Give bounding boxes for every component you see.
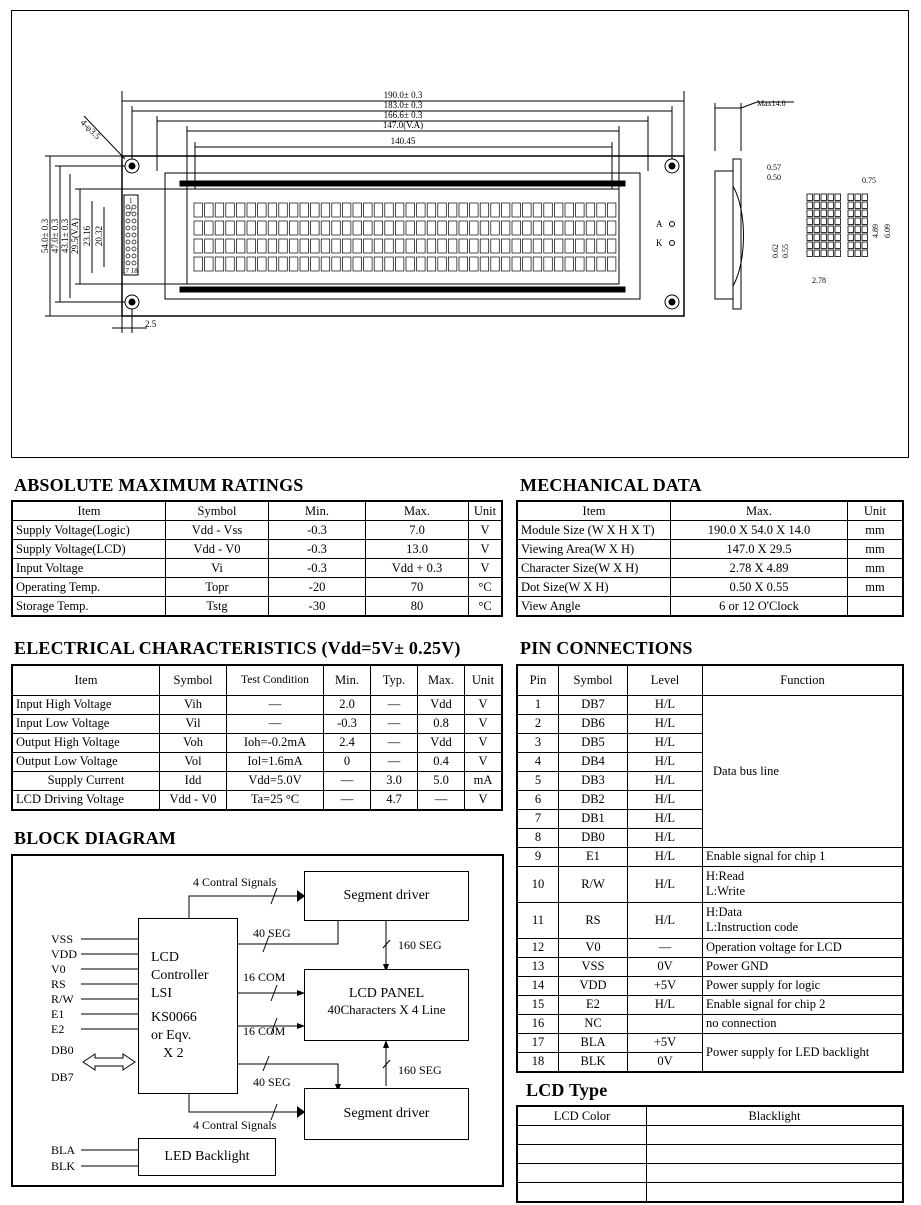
drawing-svg bbox=[12, 11, 910, 459]
dim-47: 47.0± 0.3 bbox=[50, 218, 60, 254]
col-header: Pin bbox=[517, 665, 559, 695]
cell: Vil bbox=[160, 714, 227, 733]
cell: 18 bbox=[517, 1052, 559, 1072]
col-header: Unit bbox=[469, 501, 503, 521]
cell: DB6 bbox=[559, 714, 628, 733]
table-row bbox=[517, 902, 903, 938]
seg160-bottom-label: 160 SEG bbox=[398, 1063, 442, 1077]
mech-title: MECHANICAL DATA bbox=[520, 475, 702, 495]
table-row bbox=[517, 957, 903, 976]
controller-line: X 2 bbox=[163, 1046, 184, 1061]
cell: — bbox=[324, 771, 371, 790]
cell: VDD bbox=[559, 976, 628, 995]
panel-line-1: LCD PANEL bbox=[348, 986, 425, 1001]
cell: — bbox=[227, 714, 324, 733]
col-header: Symbol bbox=[559, 665, 628, 695]
table-row bbox=[517, 597, 903, 617]
controller-line: KS0066 bbox=[151, 1010, 197, 1025]
signals-bottom-label: 4 Contral Signals bbox=[193, 1118, 277, 1132]
cell bbox=[628, 1014, 703, 1033]
cell: °C bbox=[469, 578, 503, 597]
signals-top-label: 4 Contral Signals bbox=[193, 875, 277, 889]
col-header: Unit bbox=[465, 665, 503, 695]
db7-label: DB7 bbox=[51, 1070, 74, 1084]
input-vss: VSS bbox=[51, 932, 74, 946]
table-row bbox=[517, 938, 903, 957]
cell: 0 bbox=[324, 752, 371, 771]
hole-dim: 4-φ3.5 bbox=[78, 117, 103, 142]
lcd-type-table bbox=[516, 1105, 904, 1203]
cell: V bbox=[469, 559, 503, 578]
col-header: Max. bbox=[671, 501, 848, 521]
cell: 1 bbox=[517, 695, 559, 714]
cell: Module Size (W X H X T) bbox=[517, 521, 671, 540]
table-row bbox=[517, 695, 903, 714]
function-cell: Power supply for LED backlight bbox=[703, 1033, 904, 1072]
function-line: L:Write bbox=[706, 884, 746, 898]
cell: 5.0 bbox=[418, 771, 465, 790]
input-e2: E2 bbox=[51, 1022, 65, 1036]
function-cell: no connection bbox=[703, 1014, 904, 1033]
block-diagram bbox=[11, 854, 504, 1187]
com-top-label: 16 COM bbox=[243, 970, 286, 984]
cell: Character Size(W X H) bbox=[517, 559, 671, 578]
table-row bbox=[517, 995, 903, 1014]
table-row bbox=[12, 559, 502, 578]
cell: DB3 bbox=[559, 771, 628, 790]
col-header: Symbol bbox=[166, 501, 269, 521]
cell: 190.0 X 54.0 X 14.0 bbox=[671, 521, 848, 540]
led-backlight-box: LED Backlight bbox=[138, 1138, 276, 1176]
table-header-row bbox=[12, 665, 502, 695]
cell: 6 bbox=[517, 790, 559, 809]
cell: 2.4 bbox=[324, 733, 371, 752]
cell: 147.0 X 29.5 bbox=[671, 540, 848, 559]
cell: V bbox=[465, 733, 503, 752]
col-header: Function bbox=[703, 665, 904, 695]
cell: Vih bbox=[160, 695, 227, 714]
cell: H/L bbox=[628, 790, 703, 809]
cell: Idd bbox=[160, 771, 227, 790]
segment-driver-top: Segment driver bbox=[304, 871, 469, 921]
col-header: Test Condition bbox=[227, 665, 324, 695]
col-header: Item bbox=[517, 501, 671, 521]
cell: Vdd - Vss bbox=[166, 521, 269, 540]
dim-183: 183.0± 0.3 bbox=[383, 100, 423, 110]
controller-box bbox=[138, 918, 238, 1094]
cell: 6 or 12 O'Clock bbox=[671, 597, 848, 617]
table-row bbox=[517, 521, 903, 540]
table-row bbox=[12, 540, 502, 559]
pin-1-label: 1 bbox=[129, 197, 133, 205]
cell: 13.0 bbox=[366, 540, 469, 559]
col-header: Item bbox=[12, 665, 160, 695]
table-row bbox=[517, 1126, 903, 1145]
cell: Tstg bbox=[166, 597, 269, 617]
cell: 4.7 bbox=[371, 790, 418, 810]
k-label: K bbox=[656, 238, 663, 248]
function-line: H:Data bbox=[706, 905, 743, 919]
table-row bbox=[517, 847, 903, 866]
abs-max-title: ABSOLUTE MAXIMUM RATINGS bbox=[14, 475, 304, 495]
cell: 0V bbox=[628, 1052, 703, 1072]
dim-20: 20.32 bbox=[94, 225, 104, 247]
cell: — bbox=[371, 695, 418, 714]
mech-table bbox=[516, 500, 904, 617]
cell: V bbox=[465, 790, 503, 810]
cell: 0.50 X 0.55 bbox=[671, 578, 848, 597]
character-grid bbox=[194, 203, 616, 271]
cell: Vol bbox=[160, 752, 227, 771]
cell: Output High Voltage bbox=[12, 733, 160, 752]
cell: H/L bbox=[628, 752, 703, 771]
cell: — bbox=[371, 733, 418, 752]
cell: 3.0 bbox=[371, 771, 418, 790]
max14-dim: Max14.0 bbox=[757, 99, 786, 108]
table-row bbox=[517, 1033, 903, 1052]
cell: °C bbox=[469, 597, 503, 617]
blk-label: BLK bbox=[51, 1159, 75, 1173]
function-cell: Enable signal for chip 1 bbox=[703, 847, 904, 866]
cell bbox=[848, 597, 904, 617]
a-label: A bbox=[656, 219, 663, 229]
cell: Ioh=-0.2mA bbox=[227, 733, 324, 752]
cell: V0 bbox=[559, 938, 628, 957]
pin-2-label: 2 bbox=[129, 207, 133, 215]
cell: Vdd - V0 bbox=[166, 540, 269, 559]
table-row bbox=[517, 1183, 903, 1203]
db0-label: DB0 bbox=[51, 1043, 74, 1057]
pin-end-label: 17 18 bbox=[122, 267, 138, 275]
col-header: Min. bbox=[269, 501, 366, 521]
cell: 11 bbox=[517, 902, 559, 938]
table-header-row bbox=[517, 665, 903, 695]
cell: 3 bbox=[517, 733, 559, 752]
cell: VSS bbox=[559, 957, 628, 976]
input-vdd: VDD bbox=[51, 947, 77, 961]
input-rw: R/W bbox=[51, 992, 74, 1006]
dim-140: 140.45 bbox=[390, 136, 416, 146]
dim-147: 147.0(V.A) bbox=[382, 120, 424, 130]
cell: DB7 bbox=[559, 695, 628, 714]
function-cell bbox=[703, 902, 904, 938]
controller-line: or Eqv. bbox=[151, 1028, 192, 1043]
cell: H/L bbox=[628, 828, 703, 847]
dim-2-5: 2.5 bbox=[145, 319, 157, 329]
col-header: Item bbox=[12, 501, 166, 521]
input-e1: E1 bbox=[51, 1007, 65, 1021]
cell: H/L bbox=[628, 714, 703, 733]
col-header: LCD Color bbox=[517, 1106, 647, 1126]
cell: — bbox=[324, 790, 371, 810]
cell: View Angle bbox=[517, 597, 671, 617]
seg40-bottom-label: 40 SEG bbox=[253, 1075, 291, 1089]
cell: 12 bbox=[517, 938, 559, 957]
cell: -30 bbox=[269, 597, 366, 617]
dim-29: 29.5(V.A) bbox=[70, 218, 80, 254]
cell: E2 bbox=[559, 995, 628, 1014]
elec-table bbox=[11, 664, 503, 811]
col-header: Min. bbox=[324, 665, 371, 695]
cell: 7 bbox=[517, 809, 559, 828]
dot-dim-278: 2.78 bbox=[812, 276, 826, 285]
cell: H/L bbox=[628, 695, 703, 714]
cell: R/W bbox=[559, 866, 628, 902]
cell: Input High Voltage bbox=[12, 695, 160, 714]
dim-23: 23.16 bbox=[82, 225, 92, 247]
cell: 10 bbox=[517, 866, 559, 902]
table-row bbox=[12, 695, 502, 714]
cell: 16 bbox=[517, 1014, 559, 1033]
pins-title: PIN CONNECTIONS bbox=[520, 638, 693, 658]
dot-dim-057: 0.57 bbox=[767, 163, 781, 172]
dim-43: 43.1± 0.3 bbox=[60, 218, 70, 254]
table-row bbox=[517, 540, 903, 559]
cell: NC bbox=[559, 1014, 628, 1033]
cell: 70 bbox=[366, 578, 469, 597]
cell: Dot Size(W X H) bbox=[517, 578, 671, 597]
cell: Operating Temp. bbox=[12, 578, 166, 597]
cell: H/L bbox=[628, 733, 703, 752]
abs-max-table bbox=[11, 500, 503, 617]
cell: mm bbox=[848, 559, 904, 578]
table-row bbox=[517, 866, 903, 902]
cell: DB4 bbox=[559, 752, 628, 771]
cell: — bbox=[371, 714, 418, 733]
table-row bbox=[517, 1014, 903, 1033]
segment-driver-bottom: Segment driver bbox=[304, 1088, 469, 1140]
cell: Input Voltage bbox=[12, 559, 166, 578]
cell: V bbox=[469, 521, 503, 540]
cell: 2 bbox=[517, 714, 559, 733]
dot-matrix-detail bbox=[807, 194, 868, 257]
pin-table bbox=[516, 664, 904, 1073]
controller-line: LCD bbox=[151, 950, 179, 965]
cell: 14 bbox=[517, 976, 559, 995]
controller-line: Controller bbox=[151, 968, 209, 983]
cell: Supply Voltage(Logic) bbox=[12, 521, 166, 540]
dot-dim-062: 0.62 bbox=[771, 244, 780, 258]
cell: Storage Temp. bbox=[12, 597, 166, 617]
com-bottom-label: 16 COM bbox=[243, 1024, 286, 1038]
table-row bbox=[12, 752, 502, 771]
function-line: L:Instruction code bbox=[706, 920, 798, 934]
cell: H/L bbox=[628, 995, 703, 1014]
cell: V bbox=[465, 695, 503, 714]
cell: H/L bbox=[628, 809, 703, 828]
function-cell: Operation voltage for LCD bbox=[703, 938, 904, 957]
function-cell: Power GND bbox=[703, 957, 904, 976]
cell: +5V bbox=[628, 976, 703, 995]
cell: H/L bbox=[628, 902, 703, 938]
lcd-panel-box bbox=[304, 969, 469, 1041]
cell: +5V bbox=[628, 1033, 703, 1052]
panel-line-2: 40Characters X 4 Line bbox=[327, 1002, 446, 1017]
cell: mA bbox=[465, 771, 503, 790]
input-v0: V0 bbox=[51, 962, 66, 976]
cell: H/L bbox=[628, 866, 703, 902]
cell: -0.3 bbox=[269, 540, 366, 559]
cell: 4 bbox=[517, 752, 559, 771]
table-row bbox=[12, 521, 502, 540]
seg160-top-label: 160 SEG bbox=[398, 938, 442, 952]
cell: E1 bbox=[559, 847, 628, 866]
cell: — bbox=[628, 938, 703, 957]
cell: -0.3 bbox=[269, 559, 366, 578]
cell: 0.4 bbox=[418, 752, 465, 771]
cell: DB1 bbox=[559, 809, 628, 828]
mechanical-drawing bbox=[11, 10, 909, 458]
cell: DB5 bbox=[559, 733, 628, 752]
table-row bbox=[12, 578, 502, 597]
cell: Voh bbox=[160, 733, 227, 752]
cell: V bbox=[465, 714, 503, 733]
dot-dim-055: 0.55 bbox=[781, 244, 790, 258]
lcd-type-title: LCD Type bbox=[526, 1080, 608, 1100]
table-header-row bbox=[517, 1106, 903, 1126]
cell: 8 bbox=[517, 828, 559, 847]
cell: Vi bbox=[166, 559, 269, 578]
cell: LCD Driving Voltage bbox=[12, 790, 160, 810]
table-row bbox=[517, 976, 903, 995]
cell: Vdd bbox=[418, 695, 465, 714]
cell: 5 bbox=[517, 771, 559, 790]
cell: Ta=25 °C bbox=[227, 790, 324, 810]
table-row bbox=[12, 714, 502, 733]
table-row bbox=[12, 790, 502, 810]
cell: Supply Current bbox=[12, 771, 160, 790]
function-cell: Data bus line bbox=[703, 695, 904, 847]
cell: DB2 bbox=[559, 790, 628, 809]
cell: Input Low Voltage bbox=[12, 714, 160, 733]
cell: 7.0 bbox=[366, 521, 469, 540]
cell: — bbox=[227, 695, 324, 714]
controller-line: LSI bbox=[151, 986, 172, 1001]
cell: mm bbox=[848, 540, 904, 559]
cell: Vdd + 0.3 bbox=[366, 559, 469, 578]
elec-title: ELECTRICAL CHARACTERISTICS (Vdd=5V± 0.25V) bbox=[14, 638, 461, 658]
table-row bbox=[12, 597, 502, 617]
col-header: Max. bbox=[418, 665, 465, 695]
dim-190: 190.0± 0.3 bbox=[383, 90, 423, 100]
function-cell bbox=[703, 866, 904, 902]
dot-dim-609: 6.09 bbox=[883, 224, 892, 238]
cell: 80 bbox=[366, 597, 469, 617]
table-header-row bbox=[12, 501, 502, 521]
table-row bbox=[517, 1164, 903, 1183]
cell: V bbox=[469, 540, 503, 559]
cell: H/L bbox=[628, 771, 703, 790]
cell: — bbox=[418, 790, 465, 810]
cell: Topr bbox=[166, 578, 269, 597]
col-header: Typ. bbox=[371, 665, 418, 695]
cell: Iol=1.6mA bbox=[227, 752, 324, 771]
cell: — bbox=[371, 752, 418, 771]
block-title: BLOCK DIAGRAM bbox=[14, 828, 177, 848]
dim-54: 54.0± 0.3 bbox=[40, 218, 50, 254]
dot-dim-050: 0.50 bbox=[767, 173, 781, 182]
cell: Viewing Area(W X H) bbox=[517, 540, 671, 559]
cell: RS bbox=[559, 902, 628, 938]
table-header-row bbox=[517, 501, 903, 521]
cell: 13 bbox=[517, 957, 559, 976]
dim-166: 166.6± 0.3 bbox=[383, 110, 423, 120]
cell: 15 bbox=[517, 995, 559, 1014]
cell: 0V bbox=[628, 957, 703, 976]
table-row bbox=[517, 559, 903, 578]
cell: Vdd bbox=[418, 733, 465, 752]
cell: 17 bbox=[517, 1033, 559, 1052]
col-header: Blacklight bbox=[647, 1106, 904, 1126]
cell: Vdd=5.0V bbox=[227, 771, 324, 790]
dot-dim-489: 4.89 bbox=[871, 224, 880, 238]
cell: -0.3 bbox=[269, 521, 366, 540]
cell: BLA bbox=[559, 1033, 628, 1052]
table-row bbox=[517, 578, 903, 597]
cell: 0.8 bbox=[418, 714, 465, 733]
table-row bbox=[12, 771, 502, 790]
function-cell: Enable signal for chip 2 bbox=[703, 995, 904, 1014]
bla-label: BLA bbox=[51, 1143, 75, 1157]
cell: mm bbox=[848, 521, 904, 540]
cell: mm bbox=[848, 578, 904, 597]
function-line: H:Read bbox=[706, 869, 745, 883]
cell: BLK bbox=[559, 1052, 628, 1072]
table-row bbox=[517, 1145, 903, 1164]
cell: H/L bbox=[628, 847, 703, 866]
dot-dim-075: 0.75 bbox=[862, 176, 876, 185]
cell: -20 bbox=[269, 578, 366, 597]
col-header: Max. bbox=[366, 501, 469, 521]
col-header: Symbol bbox=[160, 665, 227, 695]
cell: 9 bbox=[517, 847, 559, 866]
cell: Output Low Voltage bbox=[12, 752, 160, 771]
cell: Vdd - V0 bbox=[160, 790, 227, 810]
cell: 2.0 bbox=[324, 695, 371, 714]
cell: 2.78 X 4.89 bbox=[671, 559, 848, 578]
col-header: Level bbox=[628, 665, 703, 695]
cell: DB0 bbox=[559, 828, 628, 847]
cell: V bbox=[465, 752, 503, 771]
cell: -0.3 bbox=[324, 714, 371, 733]
table-row bbox=[12, 733, 502, 752]
cell: Supply Voltage(LCD) bbox=[12, 540, 166, 559]
function-cell: Power supply for logic bbox=[703, 976, 904, 995]
seg40-top-label: 40 SEG bbox=[253, 926, 291, 940]
input-rs: RS bbox=[51, 977, 66, 991]
col-header: Unit bbox=[848, 501, 904, 521]
